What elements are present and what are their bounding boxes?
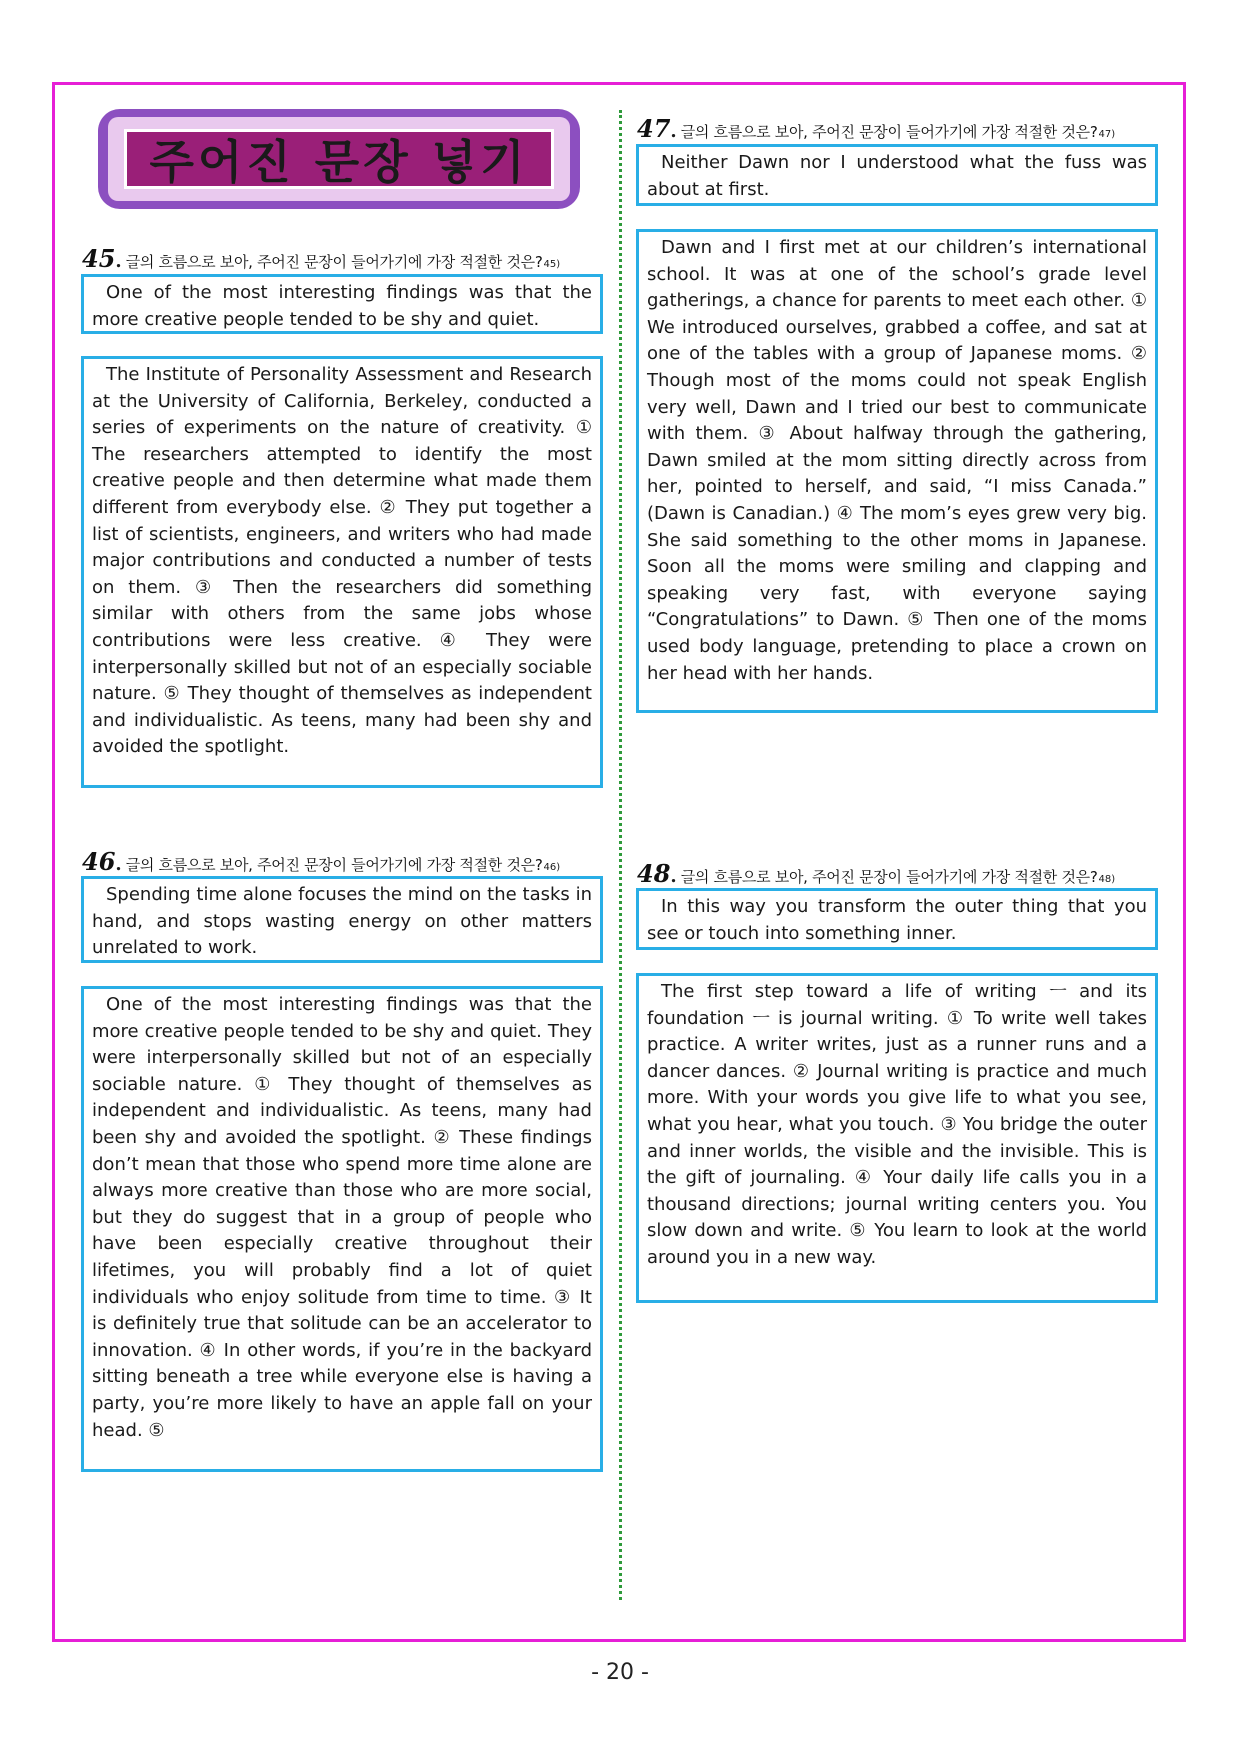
question-prompt: 글의 흐름으로 보아, 주어진 문장이 들어가기에 가장 적절한 것은? [125, 253, 543, 271]
question-48-given-sentence [636, 888, 1158, 950]
question-47-passage [636, 229, 1158, 713]
given-sentence-text: Spending time alone focuses the mind on the tasks in hand, and stops wasting energy on other matters unrelated to work. [92, 884, 592, 959]
section-title: 주어진 문장 넣기 [149, 135, 529, 189]
passage-text: The Institute of Personality Assessment and Research at the University of California, Berkeley, conducted a series of experiments on the nature of creativity. ① The researchers attempted to identify the most creative people and then determine what made them different from everybody else. ② They put together a list of scientists, engineers, and writers who had made major contributions and conducted a number of tests on them. ③ Then the researchers did something similar with others from the same jobs whose contributions were less creative. ④ They were interpersonally skilled but not of an especially sociable nature. ⑤ They thought of themselves as independent and individualistic. As teens, many had been shy and avoided the spotlight. [92, 364, 592, 758]
question-47-heading: 47 . 글의 흐름으로 보아, 주어진 문장이 들어가기에 가장 적절한 것은? 47) [637, 114, 1116, 143]
column-divider [619, 110, 622, 1600]
footnote-marker: 46) [543, 862, 561, 873]
question-48-heading: 48 . 글의 흐름으로 보아, 주어진 문장이 들어가기에 가장 적절한 것은? 48) [637, 859, 1116, 888]
passage-text: Dawn and I first met at our children’s international school. It was at one of the school’s grade level gatherings, a chance for parents to meet each other. ① We introduced ourselves, grabbed a coffee, and sat at one of the tables with a group of Japanese moms. ② Though most of the moms could not speak English very well, Dawn and I tried our best to communicate with them. ③ About halfway through the gathering, Dawn smiled at the mom sitting directly across from her, pointed to herself, and said, “I miss Canada.” (Dawn is Canadian.) ④ The mom’s eyes grew very big. She said something to the other moms in Japanese. Soon all the moms were smiling and clapping and speaking very fast, with everyone saying “Congratulations” to Dawn. ⑤ Then one of the moms used body language, pretending to place a crown on her head with her hands. [647, 237, 1147, 684]
section-title-badge [98, 109, 580, 209]
question-number: 48 [637, 859, 671, 888]
question-45-given-sentence [81, 274, 603, 334]
question-prompt: 글의 흐름으로 보아, 주어진 문장이 들어가기에 가장 적절한 것은? [680, 868, 1098, 886]
question-number: 47 [637, 114, 671, 143]
question-45-heading: 45 . 글의 흐름으로 보아, 주어진 문장이 들어가기에 가장 적절한 것은? 45) [82, 244, 561, 273]
question-number: 45 [82, 244, 116, 273]
page-number: - 20 - [591, 1660, 649, 1685]
question-48-passage [636, 973, 1158, 1303]
question-46-passage [81, 986, 603, 1472]
question-number: 46 [82, 847, 116, 876]
passage-text: The first step toward a life of writing ㅡ and its foundation ㅡ is journal writing. ① To write well takes practice. A writer writes, just as a runner runs and a dancer dances. ② Journal writing is practice and much more. With your words you give life to what you see, what you hear, what you touch. ③ You bridge the outer and inner worlds, the visible and the invisible. This is the gift of journaling. ④ Your daily life calls you in a thousand directions; journal writing centers you. You slow down and write. ⑤ You learn to look at the world around you in a new way. [647, 981, 1147, 1268]
question-45-passage [81, 356, 603, 788]
badge-frame [108, 117, 570, 201]
given-sentence-text: Neither Dawn nor I understood what the fuss was about at first. [647, 152, 1147, 200]
footnote-marker: 45) [543, 259, 561, 270]
badge-panel [124, 129, 554, 189]
question-46-given-sentence [81, 876, 603, 963]
footnote-marker: 47) [1098, 129, 1116, 140]
passage-text: One of the most interesting findings was that the more creative people tended to be shy and quiet. They were interpersonally skilled but not of an especially sociable nature. ① They thought of themselves as independent and individualistic. As teens, many had been shy and avoided the spotlight. ② These findings don’t mean that those who spend more time alone are always more creative than those who are more social, but they do suggest that in a group of people who have been especially creative throughout their lifetimes, you will probably find a lot of quiet individuals who enjoy solitude from time to time. ③ It is definitely true that solitude can be an accelerator to innovation. ④ In other words, if you’re in the backyard sitting beneath a tree while everyone else is having a party, you’re more likely to have an apple fall on your head. ⑤ [92, 994, 592, 1441]
question-prompt: 글의 흐름으로 보아, 주어진 문장이 들어가기에 가장 적절한 것은? [680, 123, 1098, 141]
footnote-marker: 48) [1098, 874, 1116, 885]
question-47-given-sentence [636, 144, 1158, 206]
question-46-heading: 46 . 글의 흐름으로 보아, 주어진 문장이 들어가기에 가장 적절한 것은? 46) [82, 847, 561, 876]
given-sentence-text: One of the most interesting findings was that the more creative people tended to be shy and quiet. [92, 282, 592, 330]
given-sentence-text: In this way you transform the outer thing that you see or touch into something inner. [647, 896, 1147, 944]
question-prompt: 글의 흐름으로 보아, 주어진 문장이 들어가기에 가장 적절한 것은? [125, 856, 543, 874]
